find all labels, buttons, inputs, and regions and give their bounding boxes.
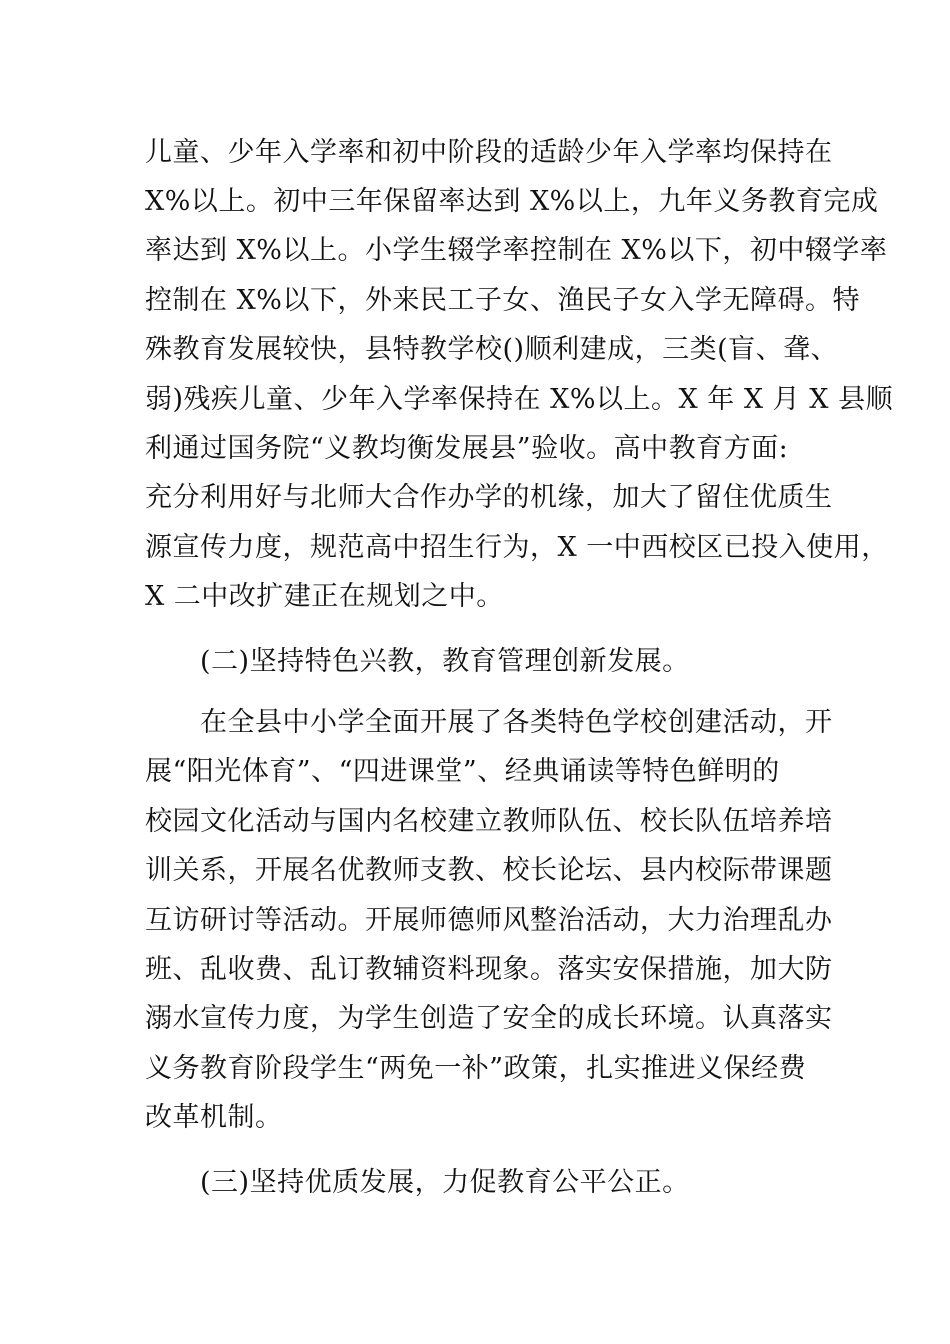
paragraph-line: 儿童、少年入学率和初中阶段的适龄少年入学率均保持在 bbox=[145, 137, 833, 168]
paragraph-line: 溺水宣传力度，为学生创造了安全的成长环境。认真落实 bbox=[145, 1003, 833, 1034]
paragraph-line: 互访研讨等活动。开展师德师风整治活动，大力治理乱办 bbox=[145, 905, 833, 936]
paragraph-line: 源宣传力度，规范高中招生行为，X 一中西校区已投入使用， bbox=[145, 532, 889, 563]
paragraph-line: 殊教育发展较快，县特教学校()顺利建成，三类(盲、聋、 bbox=[145, 334, 839, 365]
paragraph-line: 利通过国务院“义教均衡发展县”验收。高中教育方面: bbox=[145, 433, 789, 464]
paragraph-line: 校园文化活动与国内名校建立教师队伍、校长队伍培养培 bbox=[145, 806, 833, 837]
paragraph-line: 充分利用好与北师大合作办学的机缘，加大了留住优质生 bbox=[145, 482, 833, 513]
paragraph-line: 展“阳光体育”、“四进课堂”、经典诵读等特色鲜明的 bbox=[145, 756, 780, 787]
paragraph-line: X 二中改扩建正在规划之中。 bbox=[145, 581, 504, 612]
paragraph-line: 班、乱收费、乱订教辅资料现象。落实安保措施，加大防 bbox=[145, 954, 833, 985]
paragraph-line: 弱)残疾儿童、少年入学率保持在 X%以上。X 年 X 月 X 县顺 bbox=[145, 384, 894, 415]
paragraph-line: 义务教育阶段学生“两免一补”政策，扎实推进义保经费 bbox=[145, 1053, 807, 1084]
section-heading: (三)坚持优质发展，力促教育公平公正。 bbox=[200, 1167, 690, 1198]
paragraph-line: 改革机制。 bbox=[145, 1102, 283, 1133]
paragraph-line: 训关系，开展名优教师支教、校长论坛、县内校际带课题 bbox=[145, 855, 833, 886]
paragraph-line: 控制在 X%以下，外来民工子女、渔民子女入学无障碍。特 bbox=[145, 285, 860, 316]
paragraph-line: 率达到 X%以上。小学生辍学率控制在 X%以下，初中辍学率 bbox=[145, 235, 888, 266]
section-heading: (二)坚持特色兴教，教育管理创新发展。 bbox=[200, 646, 690, 677]
paragraph-line: 在全县中小学全面开展了各类特色学校创建活动，开 bbox=[200, 707, 833, 738]
paragraph-line: X%以上。初中三年保留率达到 X%以上，九年义务教育完成 bbox=[145, 186, 879, 217]
